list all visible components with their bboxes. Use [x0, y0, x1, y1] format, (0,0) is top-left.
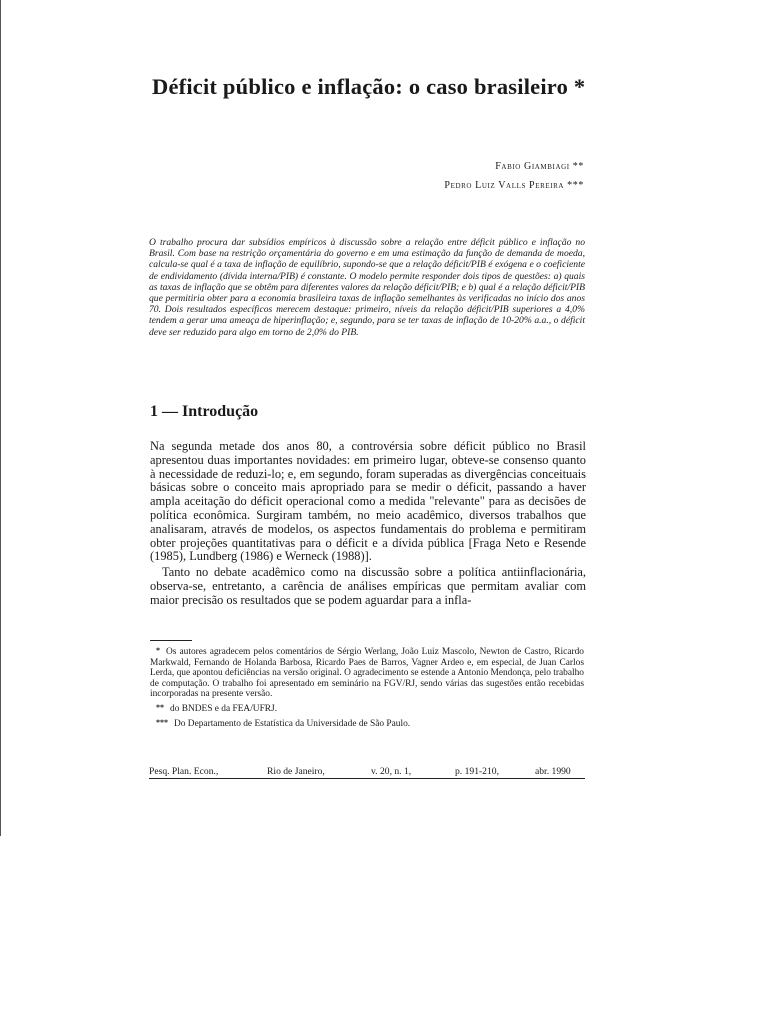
- citation-volume: v. 20, n. 1,: [371, 766, 412, 777]
- author-list: [444, 157, 584, 195]
- author-name: Fabio Giambiagi **: [495, 161, 584, 172]
- footnote-separator: [150, 640, 192, 641]
- citation-city: Rio de Janeiro,: [267, 766, 325, 777]
- abstract: O trabalho procura dar subsídios empíricos à discussão sobre a relação entre déficit público e inflação no Brasil. Com base na restrição orçamentária do governo e em uma estimação da função de demanda de moeda, calcula-se qual é a taxa de inflação de equilíbrio, supondo-se que a relação déficit/PIB é exógena e o coeficiente de endividamento (dívida interna/PIB) é constante. O modelo permite responder dois tipos de questões: a) quais as taxas de inflação que se obtêm para diferentes valores da relação déficit/PIB; e b) qual é a relação déficit/PIB que permitiria obter para a economia brasileira taxas de inflação semelhantes às verificadas no início dos anos 70. Dois resultados específicos merecem destaque: primeiro, níveis da relação déficit/PIB superiores a 4,0% tendem a gerar uma ameaça de hiperinflação; e, segundo, para se ter taxas de inflação de 10-20% a.a., o déficit deve ser reduzido para algo em torno de 2,0% do PIB.: [149, 237, 585, 338]
- footnote-mark: ***: [156, 717, 168, 727]
- body-text: [150, 440, 586, 608]
- section-heading: 1 — Introdução: [150, 403, 259, 420]
- footnote-text: Do Departamento de Estatística da Universidade de São Paulo.: [174, 718, 411, 729]
- body-paragraph: Na segunda metade dos anos 80, a controvérsia sobre déficit público no Brasil apresentou duas importantes novidades: em primeiro lugar, obteve-se consenso quanto à necessidade de reduzi-lo; e, em segundo, foram superadas as divergências conceituais básicas sobre o conceito mais apropriado para se medir o déficit, passando a haver ampla aceitação do déficit operacional como a medida "relevante" para as decisões de política econômica. Surgiram também, no meio acadêmico, diversos trabalhos que analisaram, através de modelos, os aspectos fundamentais do problema e permitiram obter projeções quantitativas para o déficit e a dívida pública [Fraga Neto e Resende (1985), Lundberg (1986) e Werneck (1988)].: [150, 439, 586, 564]
- citation-journal: Pesq. Plan. Econ.,: [149, 766, 219, 777]
- footnote: [150, 718, 584, 730]
- citation-pages: p. 191-210,: [455, 766, 499, 777]
- page-edge-line: [0, 0, 1, 836]
- footnote: [150, 646, 584, 700]
- citation-line: [149, 764, 585, 778]
- footnote-mark: *: [156, 646, 160, 655]
- footnote-mark: **: [156, 702, 164, 712]
- footnotes: [150, 646, 584, 732]
- citation-underline: [149, 778, 585, 779]
- article-title: Déficit público e inflação: o caso brasileiro *: [152, 74, 586, 99]
- body-paragraph: Tanto no debate acadêmico como na discussão sobre a política antiinflacionária, observa-se, entretanto, a carência de análises empíricas que permitam avaliar com maior precisão os resultados que se podem aguardar para a infla-: [150, 565, 586, 607]
- footnote-text: Os autores agradecem pelos comentários de Sérgio Werlang, João Luiz Mascolo, Newton de Castro, Ricardo Markwald, Fernando de Holanda Barbosa, Ricardo Paes de Barros, Vagner Ardeo e, em especial, de Juan Carlos Lerda, que apontou deficiências na versão original. O agradecimento se estende a Antonio Mendonça, pelo trabalho de computação. O trabalho foi apresentado em seminário na FGV/RJ, sendo várias das sugestões então recebidas incorporadas na presente versão.: [150, 647, 584, 700]
- footnote-text: do BNDES e da FEA/UFRJ.: [170, 703, 278, 714]
- footnote: [150, 703, 584, 715]
- citation-date: abr. 1990: [535, 766, 571, 777]
- author-name: Pedro Luiz Valls Pereira ***: [444, 180, 584, 191]
